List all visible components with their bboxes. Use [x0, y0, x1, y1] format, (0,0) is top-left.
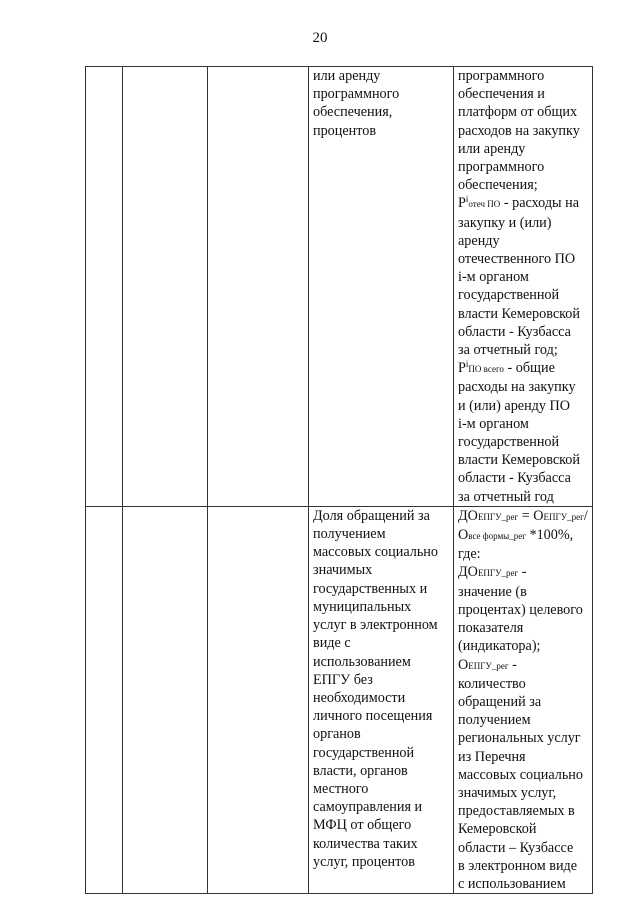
text-line-content: получением [458, 712, 531, 729]
text-line-content: власти Кемеровской [458, 305, 580, 322]
formula-line [458, 214, 588, 232]
text-line-content: обращений за [458, 693, 542, 710]
formula-symbol: ДО [458, 507, 478, 524]
formula-line [458, 675, 588, 693]
formula-line [458, 488, 588, 506]
table-cell-name [123, 67, 208, 507]
formula-text: / [583, 507, 588, 524]
formula-line [458, 397, 588, 415]
text-line-content: за отчетный год; [458, 342, 558, 359]
text-line-content: предоставляемых в [458, 803, 575, 820]
text-line-content: количество [458, 675, 526, 692]
text-line-content: отечественного ПО [458, 251, 576, 268]
text-line-content: в электронном виде [458, 857, 578, 874]
text-line-content: с использованием [458, 875, 566, 892]
formula-text: - общие [503, 360, 555, 377]
formula-line [458, 359, 588, 378]
formula-superscript: i [465, 359, 469, 370]
formula-line [458, 857, 588, 875]
formula-line [458, 583, 588, 601]
formula-line [458, 451, 588, 469]
text-line-content: из Перечня [458, 748, 526, 765]
formula-symbol: ДО [458, 564, 478, 581]
formula-symbol: О [458, 527, 469, 544]
formula-line [458, 766, 588, 784]
formula-line [458, 433, 588, 451]
formula-line [458, 85, 588, 103]
formula-line [458, 693, 588, 711]
text-line: значимых [313, 562, 373, 579]
text-line: органов [313, 726, 361, 743]
text-line-content: обеспечения и [458, 86, 545, 103]
indicator-table [85, 66, 593, 894]
formula-subscript: ЕПГУ_рег [543, 511, 584, 522]
formula-symbol: P [458, 195, 466, 212]
formula-line [458, 619, 588, 637]
formula-subscript: ЕПГУ_рег [477, 511, 519, 522]
formula-text: = О [518, 507, 544, 524]
table-row [86, 506, 593, 893]
formula-line [458, 158, 588, 176]
text-line-content: значение (в [458, 583, 527, 600]
formula-text: - [508, 656, 517, 673]
table-cell-number [86, 67, 123, 507]
text-line-content: показателя [458, 620, 524, 637]
formula-line [458, 341, 588, 359]
text-line-content: обеспечения; [458, 177, 538, 194]
formula-line [458, 820, 588, 838]
indicator-cell [309, 67, 454, 507]
text-line-content: (индикатора); [458, 638, 541, 655]
text-line-content: i-м органом [458, 269, 529, 286]
text-line: власти, органов [313, 762, 408, 779]
text-line: самоуправления и [313, 799, 423, 816]
table-cell-unit [208, 67, 309, 507]
text-line: необходимости [313, 689, 406, 706]
formula-line [458, 839, 588, 857]
formula-line [458, 232, 588, 250]
formula-line [458, 140, 588, 158]
formula-line [458, 526, 588, 545]
indicator-cell [309, 506, 454, 893]
text-line: количества таких [313, 835, 418, 852]
formula-line [458, 103, 588, 121]
text-line: процентов [313, 122, 377, 139]
table-cell-number [86, 506, 123, 893]
text-line: Доля обращений за [313, 507, 430, 524]
text-line: МФЦ от общего [313, 817, 412, 834]
formula-text: *100%, [525, 527, 574, 544]
table-cell-unit [208, 506, 309, 893]
formula-line [458, 875, 588, 893]
text-line-content: и (или) аренду ПО [458, 397, 571, 414]
formula-line [458, 637, 588, 655]
text-line-content: аренду [458, 232, 500, 249]
formula-line [458, 378, 588, 396]
formula-line [458, 507, 588, 526]
formula-line [458, 563, 588, 582]
formula-line [458, 656, 588, 675]
text-line-content: расходов на закупку [458, 122, 580, 139]
text-line-content: i-м органом [458, 415, 529, 432]
text-line-content: программного [458, 159, 545, 176]
text-line: государственных и [313, 580, 428, 597]
formula-subscript: отеч ПО [468, 199, 501, 210]
text-line-content: государственной [458, 287, 560, 304]
formula-line [458, 176, 588, 194]
formula-subscript: ЕПГУ_рег [468, 660, 509, 671]
formula-line [458, 268, 588, 286]
formula-text: - расходы на [500, 195, 580, 212]
text-line: массовых социально [313, 544, 438, 561]
formula-line [458, 415, 588, 433]
formula-text: - [518, 564, 527, 581]
text-line-content: за отчетный год [458, 488, 554, 505]
table-row [86, 67, 593, 507]
text-line-content: области – Кузбассе [458, 839, 574, 856]
text-line: местного [313, 780, 369, 797]
formula-symbol: P [458, 360, 466, 377]
text-line: личного посещения [313, 708, 433, 725]
formula-line [458, 305, 588, 323]
text-line-content: процентах) целевого [458, 601, 583, 618]
text-line: или аренду [313, 68, 381, 84]
formula-line [458, 729, 588, 747]
formula-line [458, 748, 588, 766]
text-line-content: закупку и (или) [458, 214, 552, 231]
formula-subscript: все формы_рег [468, 531, 526, 542]
text-line-content: платформ от общих [458, 104, 578, 121]
formula-line [458, 286, 588, 304]
formula-line [458, 194, 588, 213]
table-cell-name [123, 506, 208, 893]
text-line: государственной [313, 744, 415, 761]
formula-line [458, 67, 588, 85]
text-line-content: программного [458, 68, 545, 84]
formula-line [458, 601, 588, 619]
text-line-content: расходы на закупку [458, 379, 576, 396]
formula-line [458, 469, 588, 487]
page-number: 20 [312, 30, 328, 46]
text-line: обеспечения, [313, 104, 393, 121]
text-line: использованием [313, 653, 411, 670]
text-line: муниципальных [313, 598, 412, 615]
text-line-content: области - Кузбасса [458, 323, 571, 340]
text-line: получением [313, 526, 386, 543]
formula-subscript: ПО всего [468, 364, 504, 375]
text-line: виде с [313, 635, 351, 652]
formula-line [458, 802, 588, 820]
text-line-content: региональных услуг [458, 730, 581, 747]
text-line: программного [313, 86, 400, 103]
formula-line [458, 250, 588, 268]
formula-superscript: i [465, 194, 469, 205]
text-line-content: массовых социально [458, 766, 583, 783]
text-line-content: где: [458, 546, 481, 563]
formula-line [458, 323, 588, 341]
formula-line [458, 122, 588, 140]
formula-subscript: ЕПГУ_рег [477, 568, 519, 579]
text-line-content: области - Кузбасса [458, 470, 571, 487]
text-line-content: или аренду [458, 140, 526, 157]
text-line-content: власти Кемеровской [458, 452, 580, 469]
text-line: услуг, процентов [313, 853, 415, 870]
calculation-cell [454, 67, 593, 507]
formula-line [458, 711, 588, 729]
text-line-content: государственной [458, 434, 560, 451]
calculation-cell [454, 506, 593, 893]
text-line-content: значимых услуг, [458, 784, 557, 801]
text-line: ЕПГУ без [313, 671, 373, 688]
formula-symbol: О [458, 656, 469, 673]
formula-line [458, 784, 588, 802]
text-line-content: Кемеровской [458, 821, 537, 838]
text-line: услуг в электронном [313, 617, 438, 634]
formula-line [458, 545, 588, 563]
